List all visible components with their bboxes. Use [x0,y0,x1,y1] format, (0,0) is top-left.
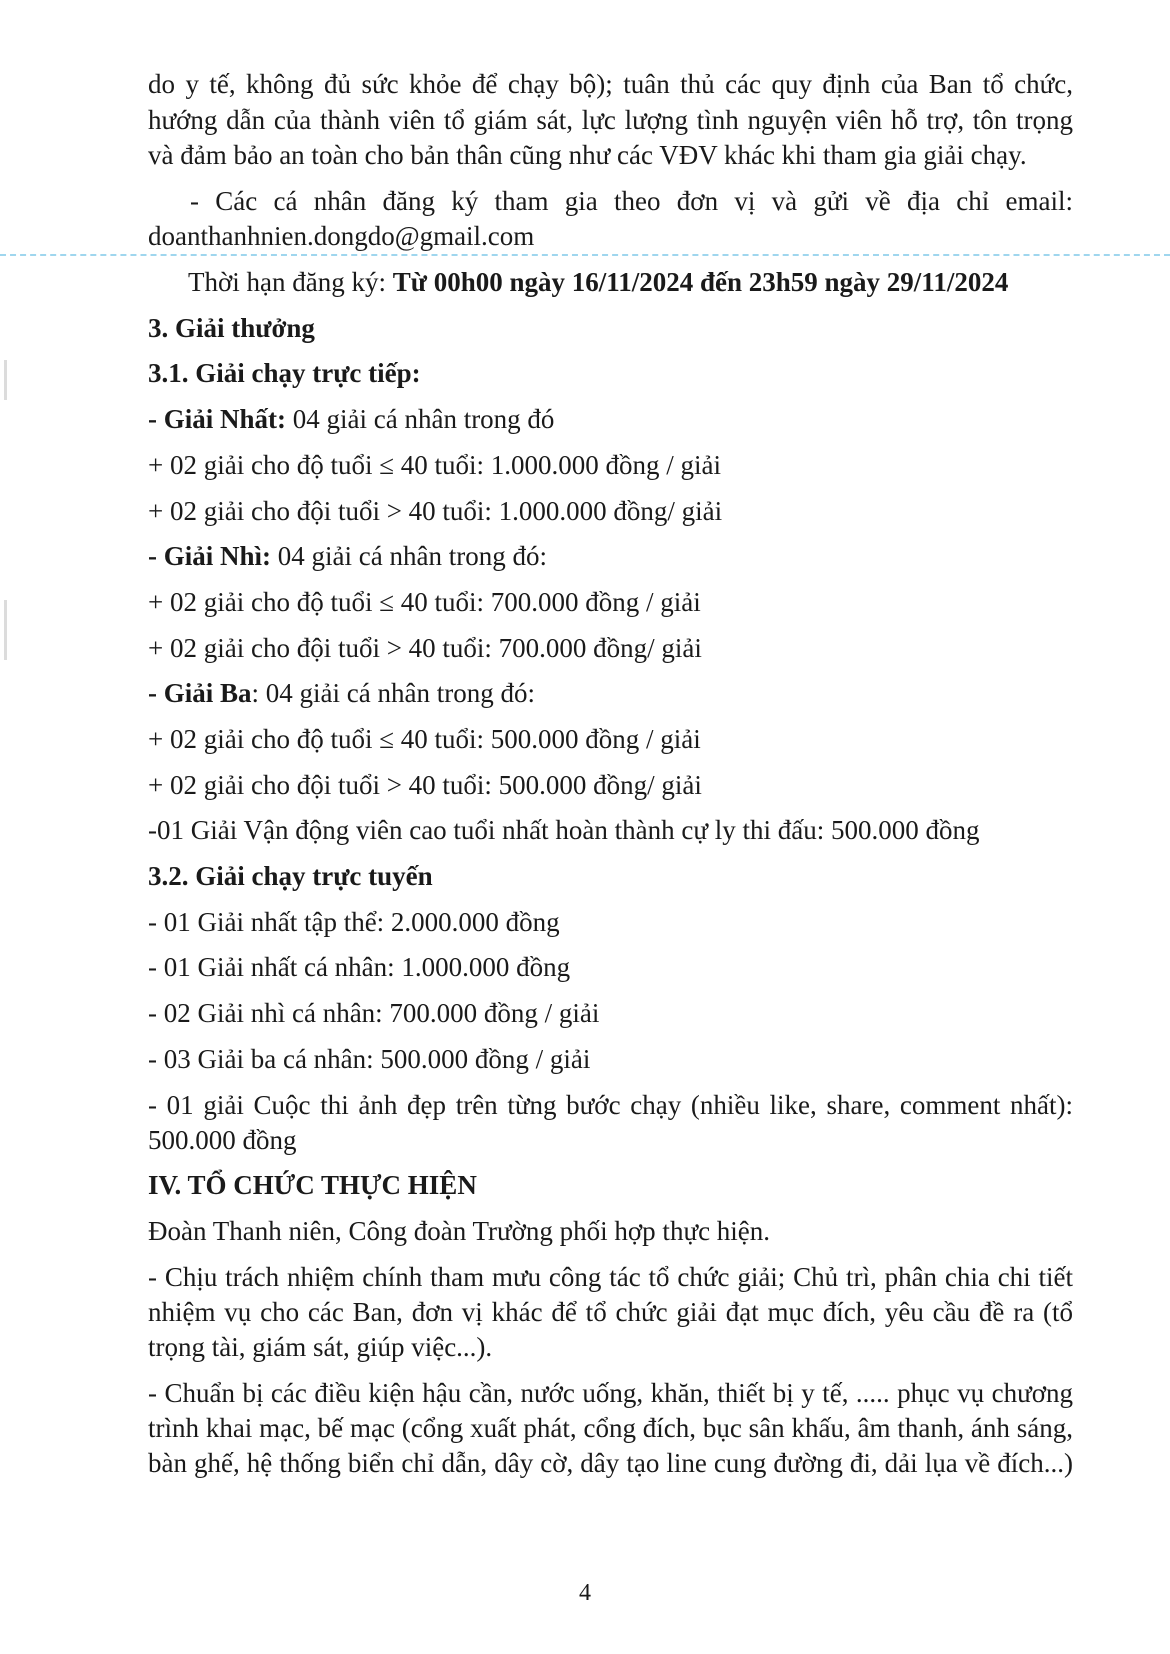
direct-run-heading: 3.1. Giải chạy trực tiếp: [148,358,421,388]
third-prize-label: - Giải Ba [148,678,252,708]
second-prize-over-40: + 02 giải cho đội tuổi > 40 tuổi: 700.000 đồng/ giải [148,633,702,663]
intro-line-1: do y tế, không đủ sức khỏe để chạy bộ); tuân thủ các quy định của Ban tổ chức, [148,69,1073,99]
second-prize-label: - Giải Nhì: [148,541,272,571]
online-prize-2: - 01 Giải nhất cá nhân: 1.000.000 đồng [148,952,571,982]
duty-2-line-1: - Chuẩn bị các điều kiện hậu cần, nước uống, khăn, thiết bị y tế, ..... phục vụ chương [148,1378,1073,1408]
duty-2-line-3: bàn ghế, hệ thống biển chỉ dẫn, dây cờ, dây tạo line cung đường đi, dải lụa về đích...) [148,1448,1073,1478]
intro-line-2: hướng dẫn của thành viên tổ giám sát, lực lượng tình nguyện viên hỗ trợ, tôn trọng [148,105,1073,135]
third-prize-line [148,675,1073,711]
duty-1-line-1: - Chịu trách nhiệm chính tham mưu công tác tổ chức giải; Chủ trì, phân chia chi tiết [148,1262,1073,1292]
registration-email: doanthanhnien.dongdo@gmail.com [148,221,535,251]
second-prize-under-40: + 02 giải cho độ tuổi ≤ 40 tuổi: 700.000 đồng / giải [148,587,701,617]
online-prize-3: - 02 Giải nhì cá nhân: 700.000 đồng / giải [148,998,600,1028]
online-run-heading: 3.2. Giải chạy trực tuyến [148,861,433,891]
scan-edge-mark [4,600,7,660]
photo-contest-line-1: - 01 giải Cuộc thi ảnh đẹp trên từng bước chạy (nhiều like, share, comment nhất): [148,1090,1073,1120]
third-prize-over-40: + 02 giải cho đội tuổi > 40 tuổi: 500.000 đồng/ giải [148,770,702,800]
organization-intro: Đoàn Thanh niên, Công đoàn Trường phối hợp thực hiện. [148,1216,771,1246]
page-number: 4 [579,1580,591,1606]
deadline-value: Từ 00h00 ngày 16/11/2024 đến 23h59 ngày 29/11/2024 [392,267,1009,297]
photo-contest-line-2: 500.000 đồng [148,1125,297,1155]
duty-1-line-2: nhiệm vụ cho các Ban, đơn vị khác để tổ chức giải đạt mục đích, yêu cầu đề ra (tổ [148,1297,1073,1327]
eldest-runner-prize: -01 Giải Vận động viên cao tuổi nhất hoàn thành cự ly thi đấu: 500.000 đồng [148,815,980,845]
registration-deadline [188,264,1088,300]
registration-line: - Các cá nhân đăng ký tham gia theo đơn vị và gửi về địa chỉ email: [190,186,1073,216]
deadline-label: Thời hạn đăng ký: [188,267,393,297]
second-prize-text: 04 giải cá nhân trong đó: [271,541,547,571]
first-prize-text: 04 giải cá nhân trong đó [286,404,555,434]
first-prize-label: - Giải Nhất: [148,404,286,434]
third-prize-under-40: + 02 giải cho độ tuổi ≤ 40 tuổi: 500.000 đồng / giải [148,724,701,754]
first-prize-under-40: + 02 giải cho độ tuổi ≤ 40 tuổi: 1.000.000 đồng / giải [148,450,722,480]
first-prize-line [148,401,1073,437]
scan-artifact-line [0,254,1170,256]
third-prize-text: : 04 giải cá nhân trong đó: [251,678,535,708]
organization-heading: IV. TỔ CHỨC THỰC HIỆN [148,1170,477,1200]
first-prize-over-40: + 02 giải cho đội tuổi > 40 tuổi: 1.000.000 đồng/ giải [148,496,723,526]
prizes-heading: 3. Giải thưởng [148,313,315,343]
online-prize-1: - 01 Giải nhất tập thể: 2.000.000 đồng [148,907,560,937]
online-prize-4: - 03 Giải ba cá nhân: 500.000 đồng / giải [148,1044,591,1074]
second-prize-line [148,538,1073,574]
scan-edge-mark [4,360,7,400]
intro-line-3: và đảm bảo an toàn cho bản thân cũng như các VĐV khác khi tham gia giải chạy. [148,140,1027,170]
duty-2-line-2: trình khai mạc, bế mạc (cổng xuất phát, cổng đích, bục sân khấu, âm thanh, ánh sáng, [148,1413,1073,1443]
duty-1-line-3: trọng tài, giám sát, giúp việc...). [148,1332,493,1362]
